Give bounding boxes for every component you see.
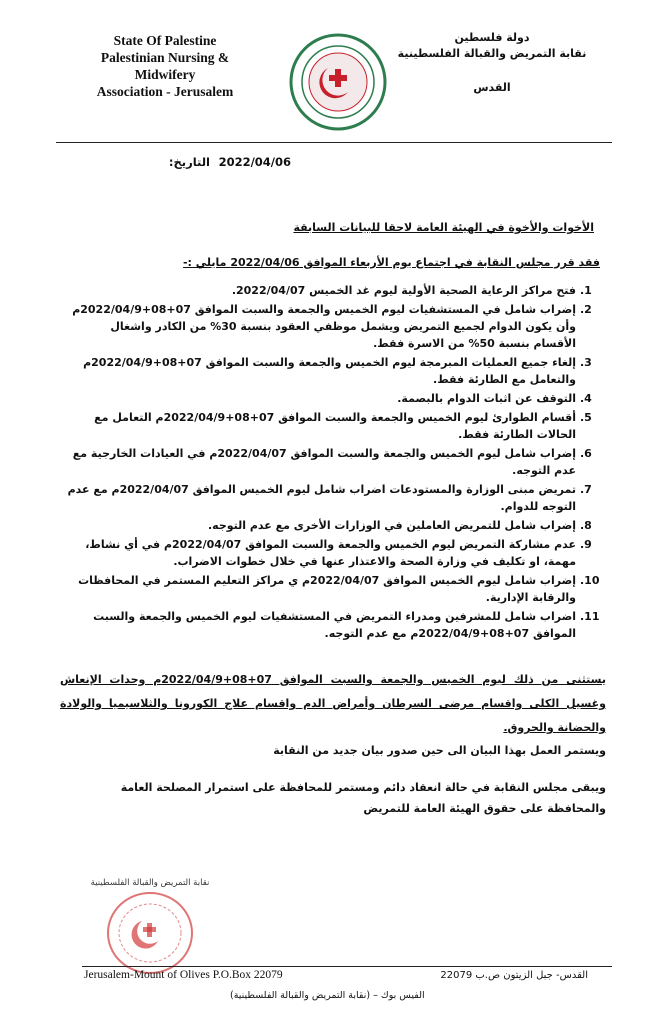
item-text: إضراب شامل ليوم الخميس الموافق 2022/04/07م ي مراكز التعليم المستمر في المحافظات والرقابة الإدارية. [78, 574, 576, 604]
item-number: .8 [580, 519, 592, 532]
association-stamp-icon [90, 875, 210, 980]
list-item [66, 572, 606, 606]
item-text: إضراب شامل ليوم الخميس والجمعة والسبت الموافق 2022/04/07م في العيادات الخارجية مع عدم التوجه. [72, 447, 576, 477]
date-label: التاريخ: [168, 155, 210, 169]
list-item [66, 445, 606, 479]
header-ar-line-1: دولة فلسطين [454, 31, 530, 44]
letter-heading: الأخوات والأخوة في الهيئة العامة لاحقا للبيانات السابقة [293, 221, 594, 234]
header-divider [56, 142, 612, 143]
continuation-line: ويستمر العمل بهذا البيان الى حين صدور بيان جديد من النقابة [273, 744, 606, 757]
footer-address-ar: القدس- جبل الزيتون ص.ب 22079 [440, 970, 588, 981]
item-text: إضراب شامل في المستشفيات ليوم الخميس والجمعة والسبت الموافق 07+08+2022/04/9م وأن يكون الدوام لجميع التمريض ويشمل موظفي العقود بنسبة 30% من الكادر واشغال الأقسام بنسبة 50% من الاسرة فقط. [72, 303, 576, 350]
list-item [66, 390, 606, 407]
item-number: .11 [580, 610, 600, 623]
header-en-line-2: Palestinian Nursing & [100, 50, 230, 65]
list-item [66, 301, 606, 352]
decision-list [66, 282, 606, 644]
exception-paragraph: يستثنى من ذلك ليوم الخميس والجمعة والسبت الموافق 07+08+2022/04/9م وحدات الإنعاش وغسيل الكلى واقسام مرضى السرطان وأمراض الدم واقسام علاج الكورونا والثلاسيميا والولادة والحضانة والحروق. [60, 673, 606, 734]
item-number: .1 [580, 284, 592, 297]
list-item [66, 409, 606, 443]
item-text: أقسام الطوارئ ليوم الخميس والجمعة والسبت الموافق 07+08+2022/04/9م التعامل مع الحالات الطارئة فقط. [94, 411, 576, 441]
footer-facebook: الفيس بوك – (نقابة التمريض والقبالة الفلسطينية) [230, 990, 425, 1001]
item-number: .6 [580, 447, 592, 460]
header-ar-line-3: القدس [473, 81, 511, 94]
header-english [70, 32, 260, 100]
date-value: 2022/04/06 [218, 155, 291, 169]
list-item [66, 517, 606, 534]
list-item [66, 282, 606, 299]
decision-intro: فقد قرر مجلس النقابة في اجتماع يوم الأربعاء الموافق 2022/04/06 مايلي :- [182, 256, 600, 269]
item-text: اضراب شامل للمشرفين ومدراء التمريض في المستشفيات ليوم الخميس والجمعة والسبت الموافق 07+08+2022/04/9م مع عدم التوجه. [93, 610, 576, 640]
header-arabic [372, 30, 612, 96]
item-text: تمريض مبنى الوزارة والمستودعات اضراب شامل ليوم الخميس الموافق 2022/04/07م مع عدم التوجه للدوام. [67, 483, 576, 513]
list-item [66, 481, 606, 515]
item-number: .7 [580, 483, 592, 496]
item-number: .4 [580, 392, 592, 405]
header-en-line-4: Association - Jerusalem [96, 84, 234, 99]
footer-address-en: Jerusalem-Mount of Olives P.O.Box 22079 [84, 969, 283, 981]
item-number: .5 [580, 411, 592, 424]
item-number: .10 [580, 574, 600, 587]
item-text: فتح مراكز الرعاية الصحية الأولية ليوم غد الخميس 2022/04/07. [231, 284, 576, 297]
header-en-line-3: Midwifery [134, 67, 196, 82]
item-text: التوقف عن اثبات الدوام بالبصمة. [397, 392, 576, 405]
closing-paragraph: ويبقى مجلس النقابة في حالة انعقاد دائم ومستمر للمحافظة على استمرار المصلحة العامة والمحافظة على حقوق الهيئة العامة للتمريض [120, 781, 606, 815]
item-number: .3 [580, 356, 592, 369]
item-number: .9 [580, 538, 592, 551]
item-number: .2 [580, 303, 592, 316]
list-item [66, 608, 606, 642]
list-item [66, 536, 606, 570]
item-text: إلغاء جميع العمليات المبرمجة ليوم الخميس والجمعة والسبت الموافق 07+08+2022/04/9م والتعامل مع الطارئة فقط. [83, 356, 576, 386]
stamp-caption: نقابة التمريض والقبالة الفلسطينية [90, 878, 210, 888]
list-item [66, 354, 606, 388]
item-text: عدم مشاركة التمريض ليوم الخميس والجمعة والسبت الموافق 2022/04/07م في أي نشاط، مهمة، او تكليف في وزارة الصحة والاعتذار عنها في خلال خطوات الاضراب. [85, 538, 576, 568]
header-en-line-1: State Of Palestine [113, 33, 217, 48]
header-ar-line-2: نقابة التمريض والقبالة الفلسطينية [397, 47, 587, 60]
footer-divider [82, 966, 612, 967]
item-text: إضراب شامل للتمريض العاملين في الوزارات الأخرى مع عدم التوجه. [207, 519, 576, 532]
